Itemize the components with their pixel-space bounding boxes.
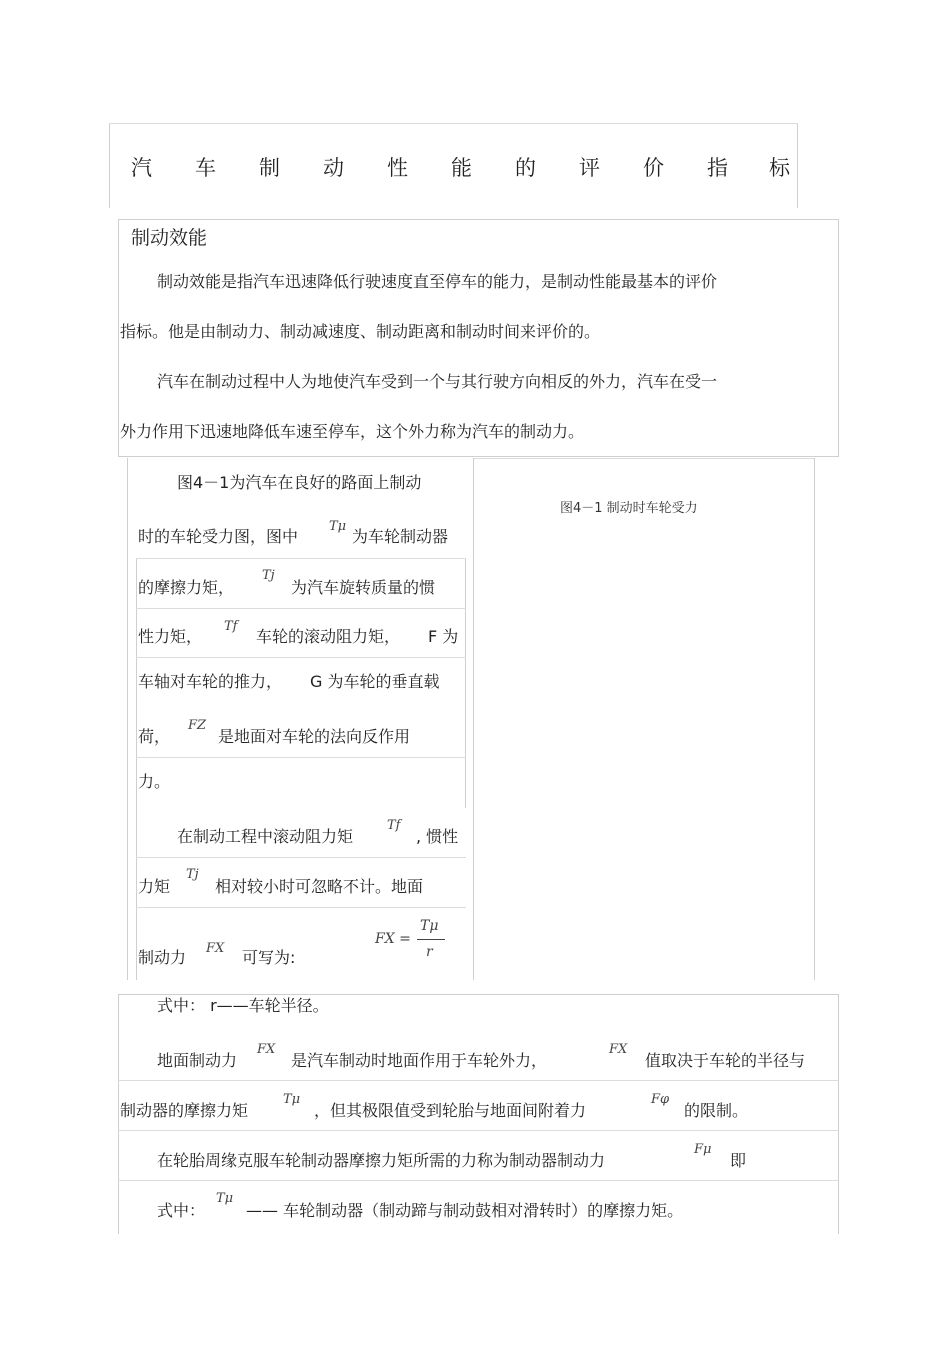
title-char: 制 [259,156,280,180]
title-char: 价 [643,156,664,180]
title-border-top [109,123,798,124]
symbol-t-mu: Tμ [216,1191,234,1206]
left-text: 为汽车旋转质量的惯 [291,578,436,597]
title-char: 车 [195,156,216,180]
title-border-right [797,123,798,208]
figure-caption: 图4－1 制动时车轮受力 [560,501,698,516]
left-text: 为车轮制动器 [352,527,449,546]
symbol-f-x: FX [609,1042,628,1057]
left-text: 时的车轮受力图，图中 [138,527,299,546]
left-text: 车轮的滚动阻力矩， [256,627,401,646]
bottom-text: 式中： r——车轮半径。 [157,996,329,1015]
row-divider [118,1130,839,1131]
paragraph-line: 指标。他是由制动力、制动减速度、制动距离和制动时间来评价的。 [120,322,601,341]
title-char: 的 [515,156,536,180]
symbol-t-mu: Tμ [329,519,347,534]
left-text: 制动力 [138,948,187,967]
title-border-left [109,123,110,208]
bottom-text: 值取决于车轮的半径与 [645,1051,806,1070]
left-text: 力矩 [138,877,171,896]
bottom-text: 即 [730,1151,747,1170]
left-text: 在制动工程中滚动阻力矩 [177,827,354,846]
row-divider [118,1180,839,1181]
left-text: 可写为: [242,948,296,967]
left-text: F 为 [428,627,459,646]
paragraph-line: 汽车在制动过程中人为地使汽车受到一个与其行驶方向相反的外力，汽车在受一 [157,372,718,391]
bottom-text: —— 车轮制动器（制动蹄与制动鼓相对滑转时）的摩擦力矩。 [246,1201,684,1220]
left-text: 力。 [138,772,171,791]
row-divider [136,757,466,758]
left-text: 性力矩， [138,627,203,646]
row-divider [136,608,466,609]
left-text: 车轴对车轮的推力， [138,672,283,691]
symbol-t-j: Tj [262,568,275,583]
formula-lhs: FX = [375,931,411,947]
symbol-f-phi: Fφ [651,1092,670,1107]
row-divider [136,907,466,908]
left-text: 图4－1为汽车在良好的路面上制动 [177,473,422,492]
symbol-f-x: FX [257,1042,276,1057]
formula-numerator: Tμ [420,918,439,934]
left-column-border [127,458,128,980]
paragraph-line: 外力作用下迅速地降低车速至停车，这个外力称为汽车的制动力。 [120,422,585,441]
section-heading: 制动效能 [131,227,208,249]
bottom-text: 是汽车制动时地面作用于车轮外力， [291,1051,548,1070]
row-divider [118,1080,839,1081]
row-divider [136,657,466,658]
left-text: , 惯性 [416,827,459,846]
title-char: 评 [579,156,600,180]
formula-fraction-bar [417,939,445,940]
left-column-inner-border-right [465,558,466,808]
row-divider [136,558,466,559]
symbol-f-x: FX [206,941,225,956]
symbol-t-f: Tf [387,818,401,833]
formula-denominator: r [426,944,433,960]
title-char: 指 [707,156,728,180]
figure-border-top [473,458,815,459]
left-text: 的摩擦力矩， [138,578,235,597]
bottom-text: ，但其极限值受到轮胎与地面间附着力 [314,1101,587,1120]
left-text: 相对较小时可忽略不计。地面 [215,877,424,896]
symbol-f-z: FZ [188,718,207,733]
figure-border-right [814,458,815,980]
left-column-inner-border [136,558,137,980]
symbol-t-f: Tf [224,619,238,634]
bottom-text: 地面制动力 [157,1051,238,1070]
bottom-text: 在轮胎周缘克服车轮制动器摩擦力矩所需的力称为制动器制动力 [157,1151,606,1170]
left-text: G 为车轮的垂直载 [310,672,440,691]
symbol-f-mu: Fμ [694,1142,712,1157]
title-char: 性 [387,156,408,180]
symbol-t-mu: Tμ [283,1092,301,1107]
paragraph-line: 制动效能是指汽车迅速降低行驶速度直至停车的能力，是制动性能最基本的评价 [157,272,718,291]
symbol-t-j: Tj [186,867,199,882]
title-char: 汽 [131,156,152,180]
title-char: 能 [451,156,472,180]
bottom-text: 制动器的摩擦力矩 [120,1101,249,1120]
title-char: 动 [323,156,344,180]
figure-border-left [473,458,474,980]
title-char: 标 [769,156,790,180]
left-text: 荷， [138,727,171,746]
left-text: 是地面对车轮的法向反作用 [218,727,411,746]
bottom-text: 的限制。 [684,1101,749,1120]
row-divider [136,857,466,858]
bottom-text: 式中： [157,1201,206,1220]
